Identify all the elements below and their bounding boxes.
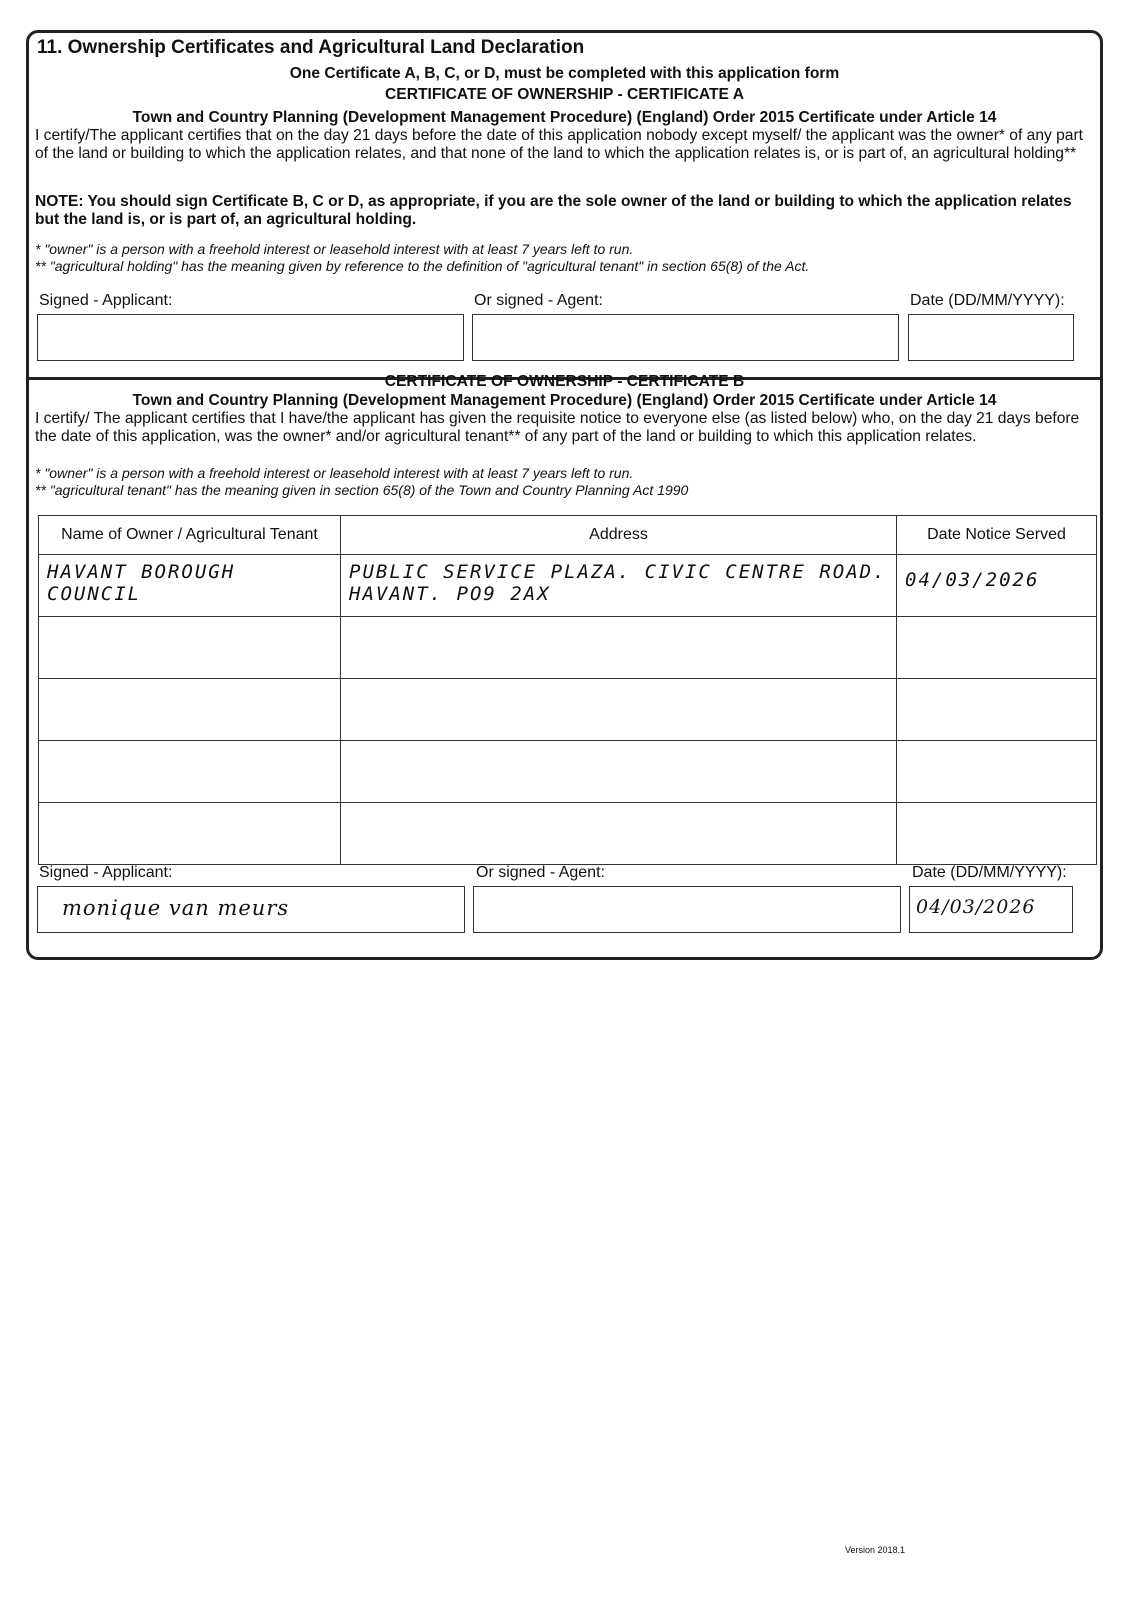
- cert-b-date-field[interactable]: [909, 886, 1073, 933]
- cert-a-signed-agent-label: Or signed - Agent:: [474, 292, 603, 309]
- owner-name-cell[interactable]: [39, 679, 341, 741]
- address-cell[interactable]: [341, 741, 897, 803]
- address-cell[interactable]: [341, 617, 897, 679]
- cert-b-signed-applicant-label: Signed - Applicant:: [39, 864, 173, 881]
- cert-b-footnote-tenant: ** "agricultural tenant" has the meaning given in section 65(8) of the Town and Country Planning Act 1990: [35, 482, 689, 498]
- cert-a-footnote-holding: ** "agricultural holding" has the meaning given by reference to the definition of "agricultural tenant" in section 65(8) of the Act.: [35, 258, 810, 274]
- table-row: [39, 803, 1097, 865]
- owner-notice-table: [38, 515, 1097, 865]
- cert-b-order: Town and Country Planning (Development Management Procedure) (England) Order 2015 Certificate under Article 14: [132, 392, 997, 409]
- cert-a-date-field[interactable]: [908, 314, 1074, 361]
- cert-b-heading: CERTIFICATE OF OWNERSHIP - CERTIFICATE B: [384, 373, 745, 390]
- cert-a-note: NOTE: You should sign Certificate B, C or D, as appropriate, if you are the sole owner of the land or building to which the application relates but the land is, or is part of, an agricultural holding.: [35, 193, 1072, 228]
- cert-a-order: Town and Country Planning (Development Management Procedure) (England) Order 2015 Certificate under Article 14: [132, 109, 997, 126]
- cert-b-body: I certify/ The applicant certifies that I have/the applicant has given the requisite notice to everyone else (as listed below) who, on the day 21 days before the date of this application, was the owner* and/or agricultural tenant** of any part of the land or building to which this application relates.: [35, 410, 1080, 445]
- cert-a-date-label: Date (DD/MM/YYYY):: [910, 292, 1065, 309]
- ownership-certificates-form: [26, 30, 1103, 960]
- cert-a-agent-signature-field[interactable]: [472, 314, 899, 361]
- date-served-cell[interactable]: [897, 617, 1097, 679]
- applicant-signature: monique van meurs: [62, 896, 290, 920]
- cert-a-footnote-owner: * "owner" is a person with a freehold interest or leasehold interest with at least 7 years left to run.: [35, 241, 634, 257]
- date-served-cell[interactable]: [897, 741, 1097, 803]
- date-served-value: 04/03/2026: [905, 569, 1040, 591]
- owner-table-header-row: [39, 516, 1097, 555]
- owner-name-cell[interactable]: [39, 555, 341, 617]
- date-served-cell[interactable]: [897, 679, 1097, 741]
- cert-b-date-value: 04/03/2026: [916, 896, 1036, 918]
- address-column-header: Address: [341, 516, 897, 555]
- owner-name-cell[interactable]: [39, 617, 341, 679]
- address-value: PUBLIC SERVICE PLAZA. CIVIC CENTRE ROAD. HAVANT. PO9 2AX: [349, 561, 887, 605]
- owner-name-cell[interactable]: [39, 803, 341, 865]
- address-cell[interactable]: [341, 803, 897, 865]
- table-row: [39, 679, 1097, 741]
- cert-b-agent-signature-field[interactable]: [473, 886, 901, 933]
- date-served-cell[interactable]: [897, 803, 1097, 865]
- table-row: [39, 555, 1097, 617]
- date-served-cell[interactable]: [897, 555, 1097, 617]
- cert-a-heading: CERTIFICATE OF OWNERSHIP - CERTIFICATE A: [385, 86, 744, 103]
- section-title: 11. Ownership Certificates and Agricultural Land Declaration: [37, 37, 585, 58]
- table-row: [39, 617, 1097, 679]
- address-cell[interactable]: [341, 555, 897, 617]
- cert-a-signed-applicant-label: Signed - Applicant:: [39, 292, 173, 309]
- cert-b-footnote-owner: * "owner" is a person with a freehold interest or leasehold interest with at least 7 years left to run.: [35, 465, 634, 481]
- date-served-column-header: Date Notice Served: [897, 516, 1097, 555]
- form-version: Version 2018.1: [845, 1545, 906, 1555]
- address-cell[interactable]: [341, 679, 897, 741]
- section-subtitle: One Certificate A, B, C, or D, must be completed with this application form: [289, 65, 840, 82]
- owner-name-value: HAVANT BOROUGH COUNCIL: [47, 561, 236, 605]
- cert-b-signed-agent-label: Or signed - Agent:: [476, 864, 605, 881]
- cert-b-applicant-signature-field[interactable]: [37, 886, 465, 933]
- table-row: [39, 741, 1097, 803]
- cert-a-body: I certify/The applicant certifies that on the day 21 days before the date of this application nobody except myself/ the applicant was the owner* of any part of the land or building to which the application relates, and that none of the land to which the application relates is, or is part of, an agricultural holding**: [35, 127, 1083, 162]
- owner-name-column-header: Name of Owner / Agricultural Tenant: [39, 516, 341, 555]
- cert-a-applicant-signature-field[interactable]: [37, 314, 464, 361]
- owner-name-cell[interactable]: [39, 741, 341, 803]
- cert-b-date-label: Date (DD/MM/YYYY):: [912, 864, 1067, 881]
